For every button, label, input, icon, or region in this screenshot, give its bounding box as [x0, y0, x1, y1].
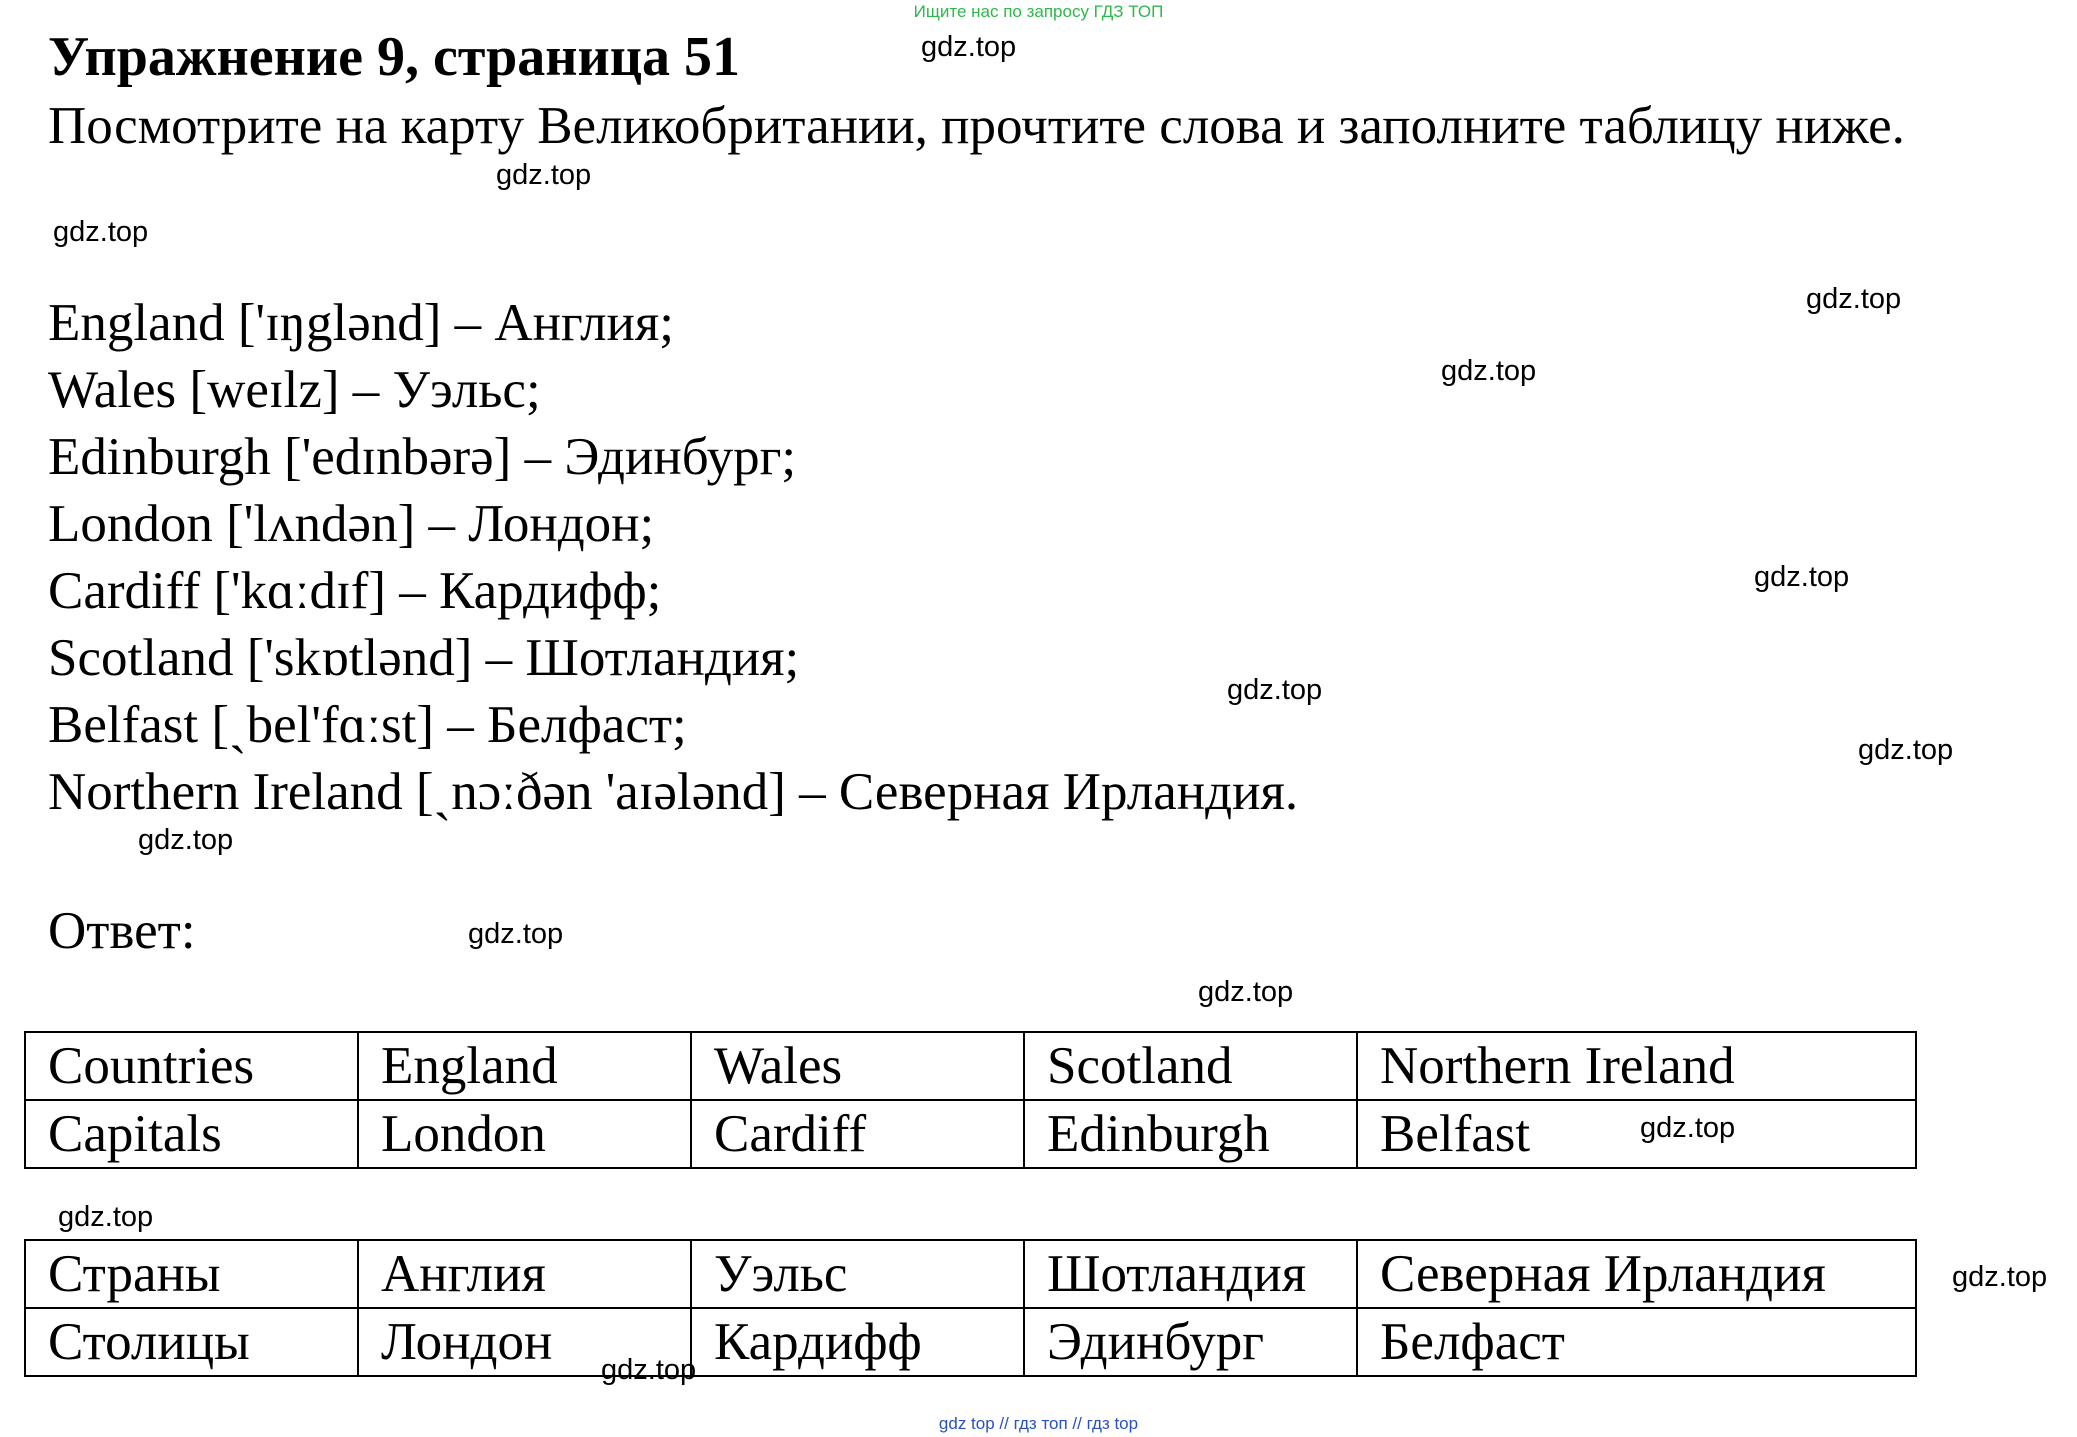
watermark: gdz.top [138, 824, 234, 856]
table-cell: Англия [358, 1240, 691, 1308]
vocabulary-item: England ['ɪŋglənd] – Англия; [48, 294, 675, 352]
table-cell: Capitals [25, 1100, 358, 1168]
watermark: gdz.top [496, 159, 592, 191]
table-cell: Эдинбург [1024, 1308, 1357, 1376]
watermark: gdz.top [1806, 283, 1902, 315]
vocabulary-item: Cardiff ['kɑːdɪf] – Кардифф; [48, 562, 662, 620]
table-cell: Столицы [25, 1308, 358, 1376]
table-row [25, 1240, 1916, 1308]
watermark: gdz.top [601, 1354, 697, 1386]
table-cell: Северная Ирландия [1357, 1240, 1916, 1308]
exercise-title: Упражнение 9, страница 51 [48, 26, 741, 88]
watermark: gdz.top [58, 1201, 154, 1233]
vocabulary-item: Wales [weɪlz] – Уэльс; [48, 361, 541, 419]
watermark: gdz.top [1227, 674, 1323, 706]
table-row [25, 1100, 1916, 1168]
table-cell: London [358, 1100, 691, 1168]
table-cell: Wales [691, 1032, 1024, 1100]
table-cell: England [358, 1032, 691, 1100]
answer-label: Ответ: [48, 902, 196, 960]
table-cell: Кардифф [691, 1308, 1024, 1376]
table-cell: Edinburgh [1024, 1100, 1357, 1168]
table-cell: Belfast [1357, 1100, 1916, 1168]
table-cell: Scotland [1024, 1032, 1357, 1100]
watermark: gdz.top [1754, 561, 1850, 593]
table-cell: Лондон [358, 1308, 691, 1376]
table-cell: Шотландия [1024, 1240, 1357, 1308]
table-row [25, 1308, 1916, 1376]
table-row [25, 1032, 1916, 1100]
table-cell: Страны [25, 1240, 358, 1308]
watermark: gdz.top [53, 216, 149, 248]
footer-text: gdz top // гдз топ // гдз top [938, 1414, 1139, 1433]
answer-table-russian [24, 1239, 1917, 1377]
watermark: gdz.top [1858, 734, 1954, 766]
vocabulary-item: Scotland ['skɒtlənd] – Шотландия; [48, 629, 800, 687]
watermark: gdz.top [1640, 1112, 1736, 1144]
watermark: gdz.top [1441, 355, 1537, 387]
answer-table-english [24, 1031, 1917, 1169]
top-banner: Ищите нас по запросу ГДЗ ТОП [913, 2, 1164, 21]
vocabulary-item: Edinburgh ['edɪnbərə] – Эдинбург; [48, 428, 797, 486]
watermark: gdz.top [1198, 976, 1294, 1008]
watermark: gdz.top [1952, 1261, 2048, 1293]
vocabulary-item: London ['lʌndən] – Лондон; [48, 495, 655, 553]
table-cell: Countries [25, 1032, 358, 1100]
vocabulary-item: Northern Ireland [ˏnɔːðən 'aɪələnd] – Северная Ирландия. [48, 763, 1299, 821]
vocabulary-list [48, 290, 1298, 826]
watermark: gdz.top [468, 918, 564, 950]
table-cell: Cardiff [691, 1100, 1024, 1168]
vocabulary-item: Belfast [ˏbel'fɑːst] – Белфаст; [48, 696, 687, 754]
table-cell: Белфаст [1357, 1308, 1916, 1376]
table-cell: Уэльс [691, 1240, 1024, 1308]
exercise-instruction: Посмотрите на карту Великобритании, прочтите слова и заполните таблицу ниже. [48, 97, 1905, 155]
watermark: gdz.top [921, 31, 1017, 63]
table-cell: Northern Ireland [1357, 1032, 1916, 1100]
